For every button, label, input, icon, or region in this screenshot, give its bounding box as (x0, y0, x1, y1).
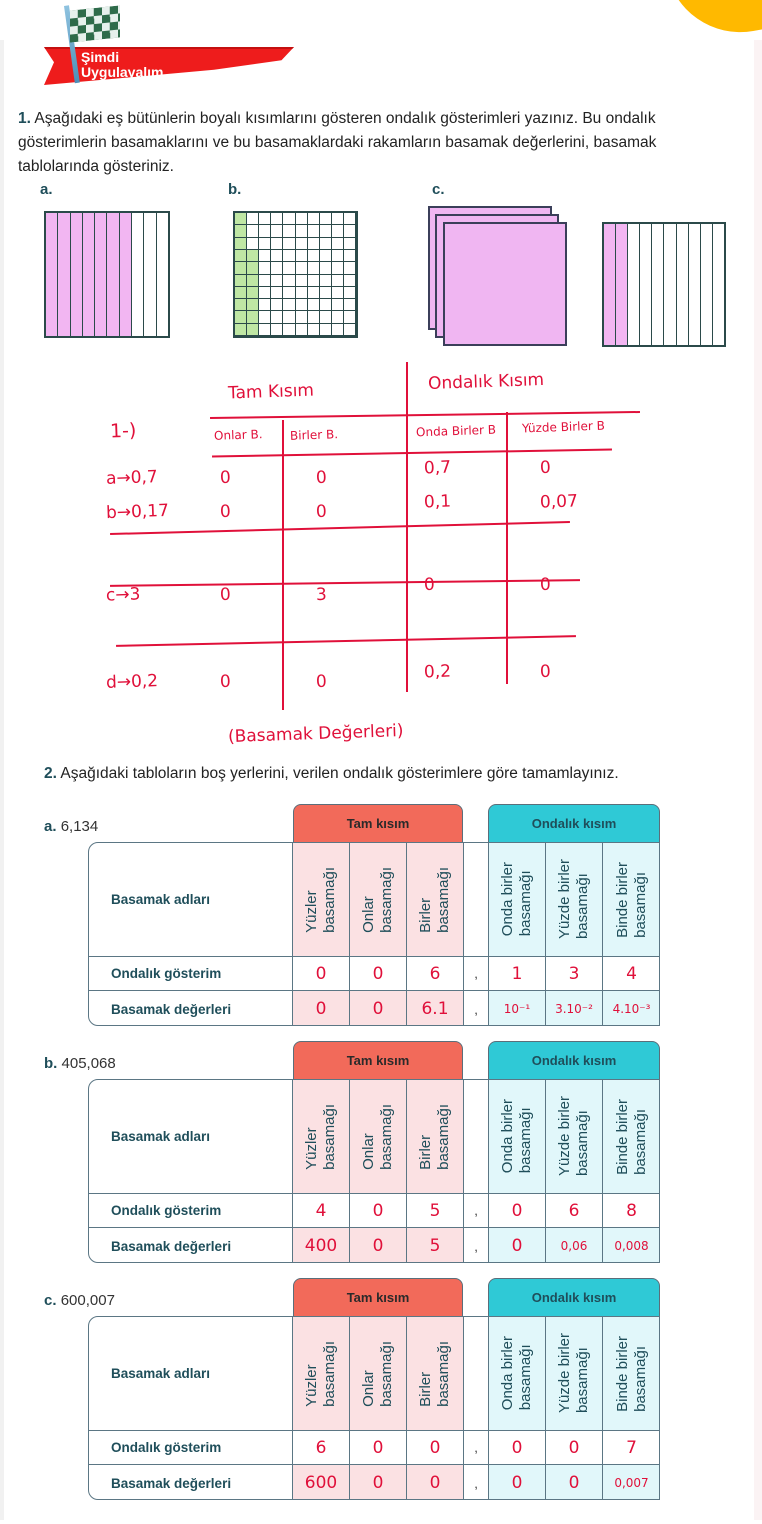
figure-c-label: c. (432, 181, 445, 198)
column-header (489, 843, 546, 956)
strip (701, 224, 713, 345)
grid-cell (271, 311, 283, 323)
place-value-table (88, 1278, 660, 1503)
basamak-degeri-cell[interactable]: 0 (350, 991, 407, 1026)
grid-cell (344, 324, 356, 336)
grid-cell (320, 275, 332, 287)
grid-cell (332, 262, 344, 274)
hw-cell: 0 (219, 501, 232, 523)
basamak-degeri-cell[interactable]: 3.10⁻² (546, 991, 603, 1026)
hw-divider (506, 412, 508, 684)
ondalik-gosterim-cell[interactable]: 7 (626, 1437, 637, 1458)
basamak-degeri-cell[interactable]: 0 (407, 1465, 464, 1500)
grid-cell (283, 287, 295, 299)
grid-cell (247, 238, 259, 250)
grid-cell (344, 238, 356, 250)
hw-cell: 0,2 (423, 661, 452, 683)
row-header: Basamak adları (89, 1317, 293, 1430)
column-label: Binde birler basamağı (613, 1335, 649, 1412)
basamak-degeri-cell[interactable]: 0 (350, 1465, 407, 1500)
basamak-degeri-cell[interactable]: 10⁻¹ (489, 991, 546, 1026)
grid-cell (320, 324, 332, 336)
grid-cell (320, 262, 332, 274)
grid-cell (332, 324, 344, 336)
grid-cell (320, 225, 332, 237)
basamak-degeri-cell[interactable]: 0 (546, 1465, 603, 1500)
ondalik-gosterim-cell[interactable]: 6 (293, 1431, 350, 1464)
basamak-degeri-cell[interactable]: 0 (350, 1228, 407, 1263)
grid-cell (247, 287, 259, 299)
strip (664, 224, 676, 345)
grid-cell (296, 225, 308, 237)
table-body (88, 842, 660, 1026)
table-row (89, 1194, 660, 1228)
column-header (546, 1317, 603, 1430)
comma-cell[interactable]: , (464, 1228, 489, 1263)
grid-cell (283, 311, 295, 323)
column-header (489, 1317, 546, 1430)
hw-row-label: b→0,17 (105, 500, 170, 524)
hw-line (212, 449, 612, 458)
ondalik-gosterim-cell[interactable]: 4 (626, 963, 637, 984)
grid-cell (247, 225, 259, 237)
grid-cell (283, 262, 295, 274)
hw-line (210, 411, 640, 419)
grid-cell (235, 213, 247, 225)
page-edge-right (754, 40, 762, 1520)
table-row (89, 1465, 660, 1500)
hw-cell: 0,7 (423, 457, 452, 479)
column-header (350, 1317, 407, 1430)
column-label: Yüzler basamağı (303, 866, 338, 933)
grid-cell (296, 262, 308, 274)
column-label: Onda birler basamağı (499, 862, 534, 937)
column-label: Onlar basamağı (360, 1103, 395, 1170)
hw-item-label: 1-) (109, 419, 137, 443)
grid-cell (332, 238, 344, 250)
basamak-degeri-cell[interactable]: 5 (407, 1228, 464, 1263)
hw-row-label: d→0,2 (105, 671, 159, 693)
hw-col-onlar: Onlar B. (213, 427, 263, 443)
column-label: Yüzde birler basamağı (556, 1333, 591, 1414)
grid-cell (308, 262, 320, 274)
ondalik-gosterim-cell[interactable]: 0 (407, 1431, 464, 1464)
column-label: Birler basamağı (417, 1103, 452, 1170)
grid-cell (332, 287, 344, 299)
strip (157, 213, 168, 336)
grid-cell (259, 225, 271, 237)
grid-cell (320, 299, 332, 311)
grid-cell (271, 324, 283, 336)
basamak-degeri-cell[interactable]: 0,007 (603, 1465, 660, 1500)
column-label: Yüzde birler basamağı (556, 1096, 591, 1177)
hw-cell: 0 (219, 584, 232, 606)
strip (652, 224, 664, 345)
grid-cell (271, 287, 283, 299)
basamak-degeri-cell[interactable]: 0 (489, 1228, 546, 1263)
table-body (88, 1316, 660, 1500)
strip (640, 224, 652, 345)
row-header: Ondalık gösterim (89, 1194, 293, 1227)
grid-cell (235, 287, 247, 299)
figure-c-strips (602, 222, 726, 347)
column-header (350, 843, 407, 956)
grid-cell (344, 311, 356, 323)
place-value-table (88, 1041, 660, 1266)
grid-cell (344, 213, 356, 225)
hw-cell: 0 (315, 467, 328, 489)
banner-line1: Şimdi (81, 49, 120, 65)
column-header (407, 1080, 464, 1193)
column-label: Yüzde birler basamağı (556, 859, 591, 940)
grid-cell (332, 213, 344, 225)
hw-cell: 0 (539, 574, 552, 596)
strip (144, 213, 156, 336)
grid-cell (283, 213, 295, 225)
comma-cell[interactable]: , (464, 1194, 489, 1227)
tam-kisim-header: Tam kısım (293, 1041, 463, 1081)
column-label: Binde birler basamağı (613, 861, 649, 938)
column-label: Onlar basamağı (360, 866, 395, 933)
column-header (603, 1317, 660, 1430)
grid-cell (247, 324, 259, 336)
hw-cell: 0 (423, 574, 436, 596)
grid-cell (320, 238, 332, 250)
hw-cell: 3 (315, 584, 328, 606)
grid-cell (235, 275, 247, 287)
hw-cell: 0 (219, 467, 232, 489)
basamak-degeri-cell[interactable]: 400 (293, 1228, 350, 1263)
hw-cell: 0,07 (539, 491, 579, 513)
comma-cell[interactable]: , (464, 991, 489, 1026)
strip (713, 224, 724, 345)
ondalik-kisim-header: Ondalık kısım (488, 804, 660, 844)
grid-cell (283, 250, 295, 262)
table-row (89, 1431, 660, 1465)
strip (107, 213, 119, 336)
comma-cell[interactable]: , (464, 1465, 489, 1500)
grid-cell (271, 262, 283, 274)
grid-cell (308, 287, 320, 299)
row-header: Basamak değerleri (89, 1465, 293, 1500)
grid-cell (271, 250, 283, 262)
grid-cell (308, 238, 320, 250)
grid-cell (320, 311, 332, 323)
grid-cell (308, 275, 320, 287)
tam-kisim-header: Tam kısım (293, 804, 463, 844)
grid-cell (332, 225, 344, 237)
figure-a-label: a. (40, 181, 53, 198)
table-2-label: c. 600,007 (44, 1292, 115, 1309)
hw-group-tam: Tam Kısım (227, 380, 315, 404)
basamak-degeri-cell[interactable]: 0 (489, 1465, 546, 1500)
ondalik-gosterim-cell[interactable]: 0 (350, 1431, 407, 1464)
grid-cell (235, 299, 247, 311)
grid-cell (344, 225, 356, 237)
grid-cell (296, 287, 308, 299)
grid-cell (296, 250, 308, 262)
banner-line2: Uygulayalım (81, 64, 164, 80)
hw-cell: 0 (539, 661, 552, 683)
grid-cell (344, 275, 356, 287)
hw-footnote: (Basamak Değerleri) (227, 720, 404, 748)
strip (46, 213, 58, 336)
hw-line (110, 579, 580, 587)
ondalik-gosterim-cell[interactable]: 0 (293, 957, 350, 990)
ondalik-gosterim-cell[interactable]: 0 (489, 1431, 546, 1464)
grid-cell (283, 225, 295, 237)
grid-cell (271, 213, 283, 225)
basamak-degeri-cell[interactable]: 6.1 (407, 991, 464, 1026)
ondalik-gosterim-cell[interactable]: 3 (546, 957, 603, 990)
section-banner (44, 47, 294, 85)
figure-b-grid (233, 211, 358, 338)
ondalik-gosterim-cell[interactable]: 6 (546, 1194, 603, 1227)
hw-cell: 0 (315, 671, 328, 693)
grid-cell (247, 262, 259, 274)
column-header (350, 1080, 407, 1193)
strip (132, 213, 144, 336)
grid-cell (259, 299, 271, 311)
column-header (489, 1080, 546, 1193)
question-1-text: Aşağıdaki eş bütünlerin boyalı kısımlarını gösteren ondalık gösterimleri yazınız. Bu ondalık gösterimlerin basamaklarını ve bu basamaklardaki rakamların basamak değerlerini, basamak tablolarında gösteriniz. (18, 110, 657, 175)
ondalik-gosterim-cell[interactable]: 5 (407, 1194, 464, 1227)
grid-cell (247, 275, 259, 287)
ondalik-kisim-header: Ondalık kısım (488, 1041, 660, 1081)
grid-cell (259, 262, 271, 274)
table-row (89, 1317, 660, 1431)
figure-c-whole-3 (443, 222, 567, 346)
question-1 (18, 107, 738, 179)
ondalik-gosterim-cell[interactable]: 1 (489, 957, 546, 990)
comma-cell (464, 1080, 489, 1193)
grid-cell (283, 275, 295, 287)
hw-line (110, 521, 570, 535)
ondalik-gosterim-cell[interactable]: 0 (350, 1194, 407, 1227)
hw-cell: 0 (315, 501, 328, 523)
grid-cell (308, 213, 320, 225)
grid-cell (283, 238, 295, 250)
strip (689, 224, 701, 345)
ondalik-kisim-header: Ondalık kısım (488, 1278, 660, 1318)
grid-cell (235, 262, 247, 274)
grid-cell (308, 299, 320, 311)
hw-col-yuzde: Yüzde Birler B (521, 418, 606, 436)
checkered-flag-icon (64, 6, 120, 42)
row-header: Basamak değerleri (89, 1228, 293, 1263)
column-header (546, 843, 603, 956)
strip (604, 224, 616, 345)
strip (616, 224, 628, 345)
place-value-table (88, 804, 660, 1029)
column-header (546, 1080, 603, 1193)
grid-cell (283, 299, 295, 311)
table-row (89, 1080, 660, 1194)
column-header (603, 843, 660, 956)
figure-b-label: b. (228, 181, 242, 198)
grid-cell (344, 299, 356, 311)
grid-cell (308, 225, 320, 237)
ondalik-gosterim-cell[interactable]: 8 (626, 1200, 637, 1221)
grid-cell (247, 213, 259, 225)
grid-cell (247, 299, 259, 311)
grid-cell (235, 311, 247, 323)
grid-cell (259, 324, 271, 336)
question-2 (44, 765, 619, 783)
table-row (89, 843, 660, 957)
grid-cell (259, 275, 271, 287)
banner-title (81, 50, 163, 80)
comma-cell[interactable]: , (464, 957, 489, 990)
grid-cell (332, 275, 344, 287)
grid-cell (259, 238, 271, 250)
hw-row-label: c→3 (105, 584, 141, 606)
table-body (88, 1079, 660, 1263)
ondalik-gosterim-cell[interactable]: 0 (350, 957, 407, 990)
question-2-number: 2. (44, 765, 57, 782)
strip (71, 213, 83, 336)
grid-cell (235, 238, 247, 250)
grid-cell (296, 213, 308, 225)
column-label: Onlar basamağı (360, 1340, 395, 1407)
figure-a-strips (44, 211, 170, 338)
grid-cell (259, 311, 271, 323)
strip (628, 224, 640, 345)
grid-cell (344, 262, 356, 274)
grid-cell (344, 250, 356, 262)
basamak-degeri-cell[interactable]: 4.10⁻³ (603, 991, 660, 1026)
row-header: Basamak değerleri (89, 991, 293, 1026)
grid-cell (247, 250, 259, 262)
strip (677, 224, 689, 345)
table-row (89, 957, 660, 991)
column-header (293, 1317, 350, 1430)
column-label: Birler basamağı (417, 1340, 452, 1407)
grid-cell (296, 299, 308, 311)
hw-divider (282, 420, 284, 710)
strip (58, 213, 70, 336)
grid-cell (296, 311, 308, 323)
basamak-degeri-cell[interactable]: 0,06 (546, 1228, 603, 1263)
grid-cell (259, 250, 271, 262)
column-label: Yüzler basamağı (303, 1340, 338, 1407)
row-header: Ondalık gösterim (89, 1431, 293, 1464)
grid-cell (320, 213, 332, 225)
ondalik-gosterim-cell[interactable]: 0 (546, 1431, 603, 1464)
basamak-degeri-cell[interactable]: 0,008 (603, 1228, 660, 1263)
ondalik-gosterim-cell[interactable]: 6 (407, 957, 464, 990)
grid-cell (271, 225, 283, 237)
column-label: Yüzler basamağı (303, 1103, 338, 1170)
grid-cell (308, 324, 320, 336)
column-label: Binde birler basamağı (613, 1098, 649, 1175)
grid-cell (332, 250, 344, 262)
grid-cell (247, 311, 259, 323)
question-2-text: Aşağıdaki tabloların boş yerlerini, verilen ondalık gösterimlere göre tamamlayınız. (60, 765, 619, 782)
grid-cell (271, 299, 283, 311)
column-label: Birler basamağı (417, 866, 452, 933)
grid-cell (308, 311, 320, 323)
basamak-degeri-cell[interactable]: 0 (293, 991, 350, 1026)
grid-cell (235, 225, 247, 237)
grid-cell (259, 287, 271, 299)
hw-cell: 0 (539, 457, 552, 479)
column-header (407, 1317, 464, 1430)
basamak-degeri-cell[interactable]: 600 (293, 1465, 350, 1500)
comma-cell (464, 843, 489, 956)
grid-cell (271, 275, 283, 287)
hw-row-label: a→0,7 (105, 467, 159, 489)
column-label: Onda birler basamağı (499, 1336, 534, 1411)
column-label: Onda birler basamağı (499, 1099, 534, 1174)
grid-cell (332, 299, 344, 311)
column-header (603, 1080, 660, 1193)
grid-cell (296, 275, 308, 287)
column-header (293, 1080, 350, 1193)
grid-cell (332, 311, 344, 323)
grid-cell (283, 324, 295, 336)
comma-cell (464, 1317, 489, 1430)
grid-cell (259, 213, 271, 225)
tam-kisim-header: Tam kısım (293, 1278, 463, 1318)
strip (95, 213, 107, 336)
hw-cell: 0,1 (423, 491, 452, 513)
hw-group-ondalik: Ondalık Kısım (427, 369, 545, 395)
ondalik-gosterim-cell[interactable]: 4 (293, 1194, 350, 1227)
hw-cell: 0 (219, 671, 232, 693)
table-row (89, 1228, 660, 1263)
question-1-number: 1. (18, 110, 31, 127)
corner-decoration (666, 0, 762, 44)
ondalik-gosterim-cell[interactable]: 0 (489, 1194, 546, 1227)
table-row (89, 991, 660, 1026)
row-header: Basamak adları (89, 1080, 293, 1193)
grid-cell (296, 238, 308, 250)
hw-col-birler: Birler B. (289, 427, 339, 443)
grid-cell (308, 250, 320, 262)
hw-col-onda: Onda Birler B (415, 422, 497, 440)
strip (120, 213, 132, 336)
row-header: Ondalık gösterim (89, 957, 293, 990)
grid-cell (320, 287, 332, 299)
page-edge (0, 40, 4, 1520)
comma-cell[interactable]: , (464, 1431, 489, 1464)
grid-cell (271, 238, 283, 250)
grid-cell (344, 287, 356, 299)
strip (83, 213, 95, 336)
grid-cell (235, 324, 247, 336)
column-header (407, 843, 464, 956)
table-0-label: a. 6,134 (44, 818, 99, 835)
table-1-label: b. 405,068 (44, 1055, 116, 1072)
column-header (293, 843, 350, 956)
grid-cell (235, 250, 247, 262)
grid-cell (296, 324, 308, 336)
grid-cell (320, 250, 332, 262)
row-header: Basamak adları (89, 843, 293, 956)
